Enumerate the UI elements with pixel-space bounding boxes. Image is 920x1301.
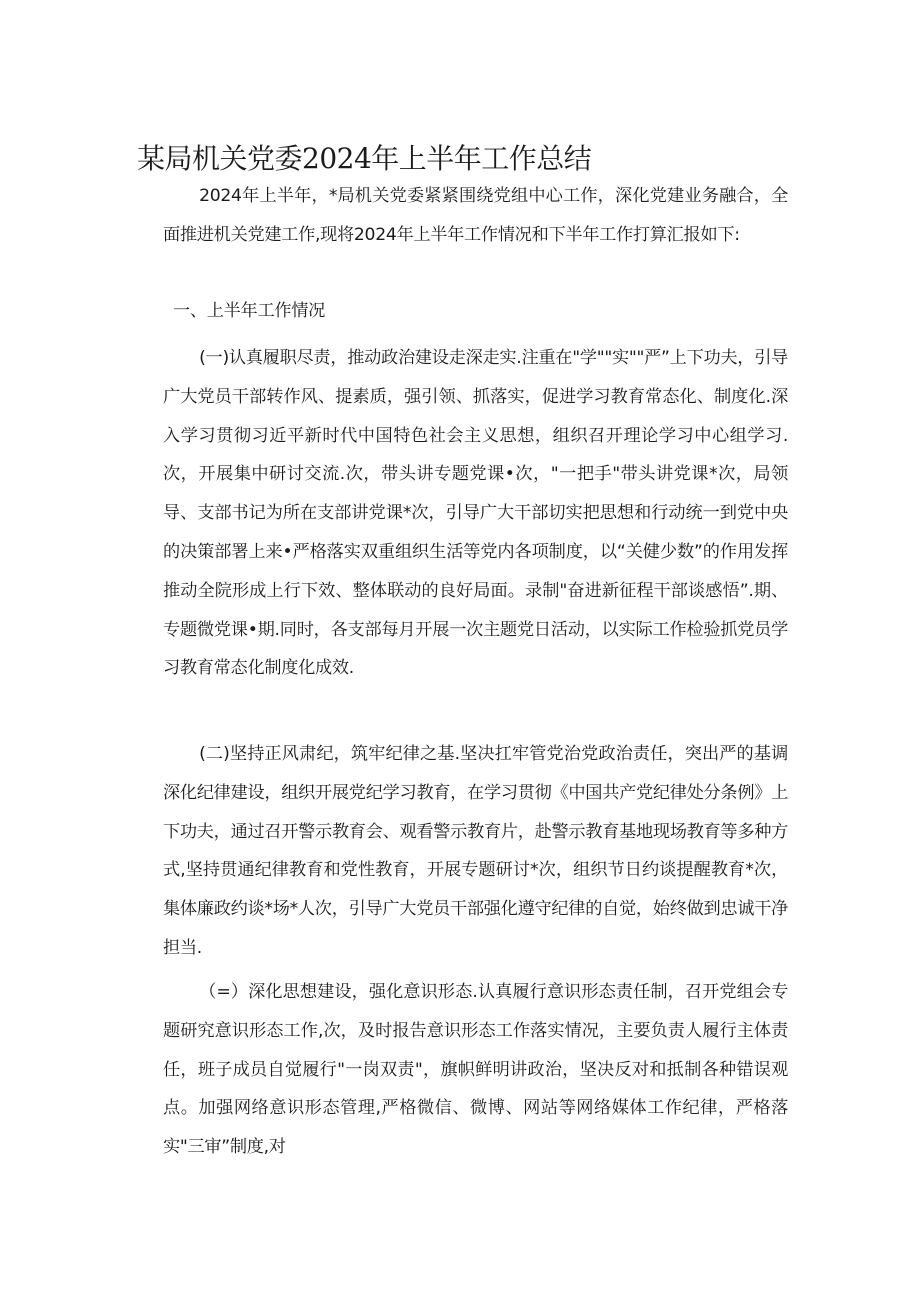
paragraph-1: (一)认真履职尽责，推动政治建设走深走实.注重在"学""实""严”上下功夫，引导广大党员干部转作风、提素质，强引领、抓落实，促进学习教育常态化、制度化.深入学习贯彻习近平新时代中国特色社会主义思想，组织召开理论学习中心组学习.次，开展集中研讨交流.次，带头讲专题党课•次，"一把手"带头讲党课*次，局领导、支部书记为所在支部讲党课*次，引导广大干部切实把思想和行动统一到党中央的决策部署上来•严格落实双重组织生活等党内各项制度，以“关健少数”的作用发挥推动全院形成上行下效、整体联动的良好局面。录制"奋进新征程干部谈感悟”.期、专题微党课•期.同时，各支部每月开展一次主题党日活动，以实际工作检验抓党员学习教育常态化制度化成效. [163, 348, 788, 679]
document-title: 某局机关党委2024年上半年工作总结 [137, 142, 592, 175]
paragraph-2: (二)坚持正风肃纪，筑牢纪律之基.坚决扛牢管党治党政治责任，突出严的基调深化纪律建设，组织开展党纪学习教育，在学习贯彻《中国共产党纪律处分条例》上下功夫，通过召开警示教育会、观看警示教育片，赴警示教育基地现场教育等多种方式,坚持贯通纪律教育和党性教育，开展专题研讨*次，组织节日约谈提醒教育*次，集体廉政约谈*场*人次，引导广大党员干部强化遵守纪律的自觉，始终做到忠诚干净担当. [163, 744, 788, 958]
paragraph-3: （=）深化思想建设，强化意识形态.认真履行意识形态责任制，召开党组会专题研究意识形态工作,次，及时报告意识形态工作落实情况，主要负责人履行主体责任，班子成员自觉履行"一岗双责"，旗帜鲜明讲政治，坚决反对和抵制各种错误观点。加强网络意识形态管理,严格微信、微博、网站等网络媒体工作纪律，严格落实"三审”制度,对 [163, 982, 788, 1158]
section-heading: 一、上半年工作情况 [173, 301, 325, 321]
intro-paragraph: 2024年上半年，*局机关党委紧紧围绕党组中心工作，深化党建业务融合，全面推进机关党建工作,现将2024年上半年工作情况和下半年工作打算汇报如下: [163, 186, 788, 245]
